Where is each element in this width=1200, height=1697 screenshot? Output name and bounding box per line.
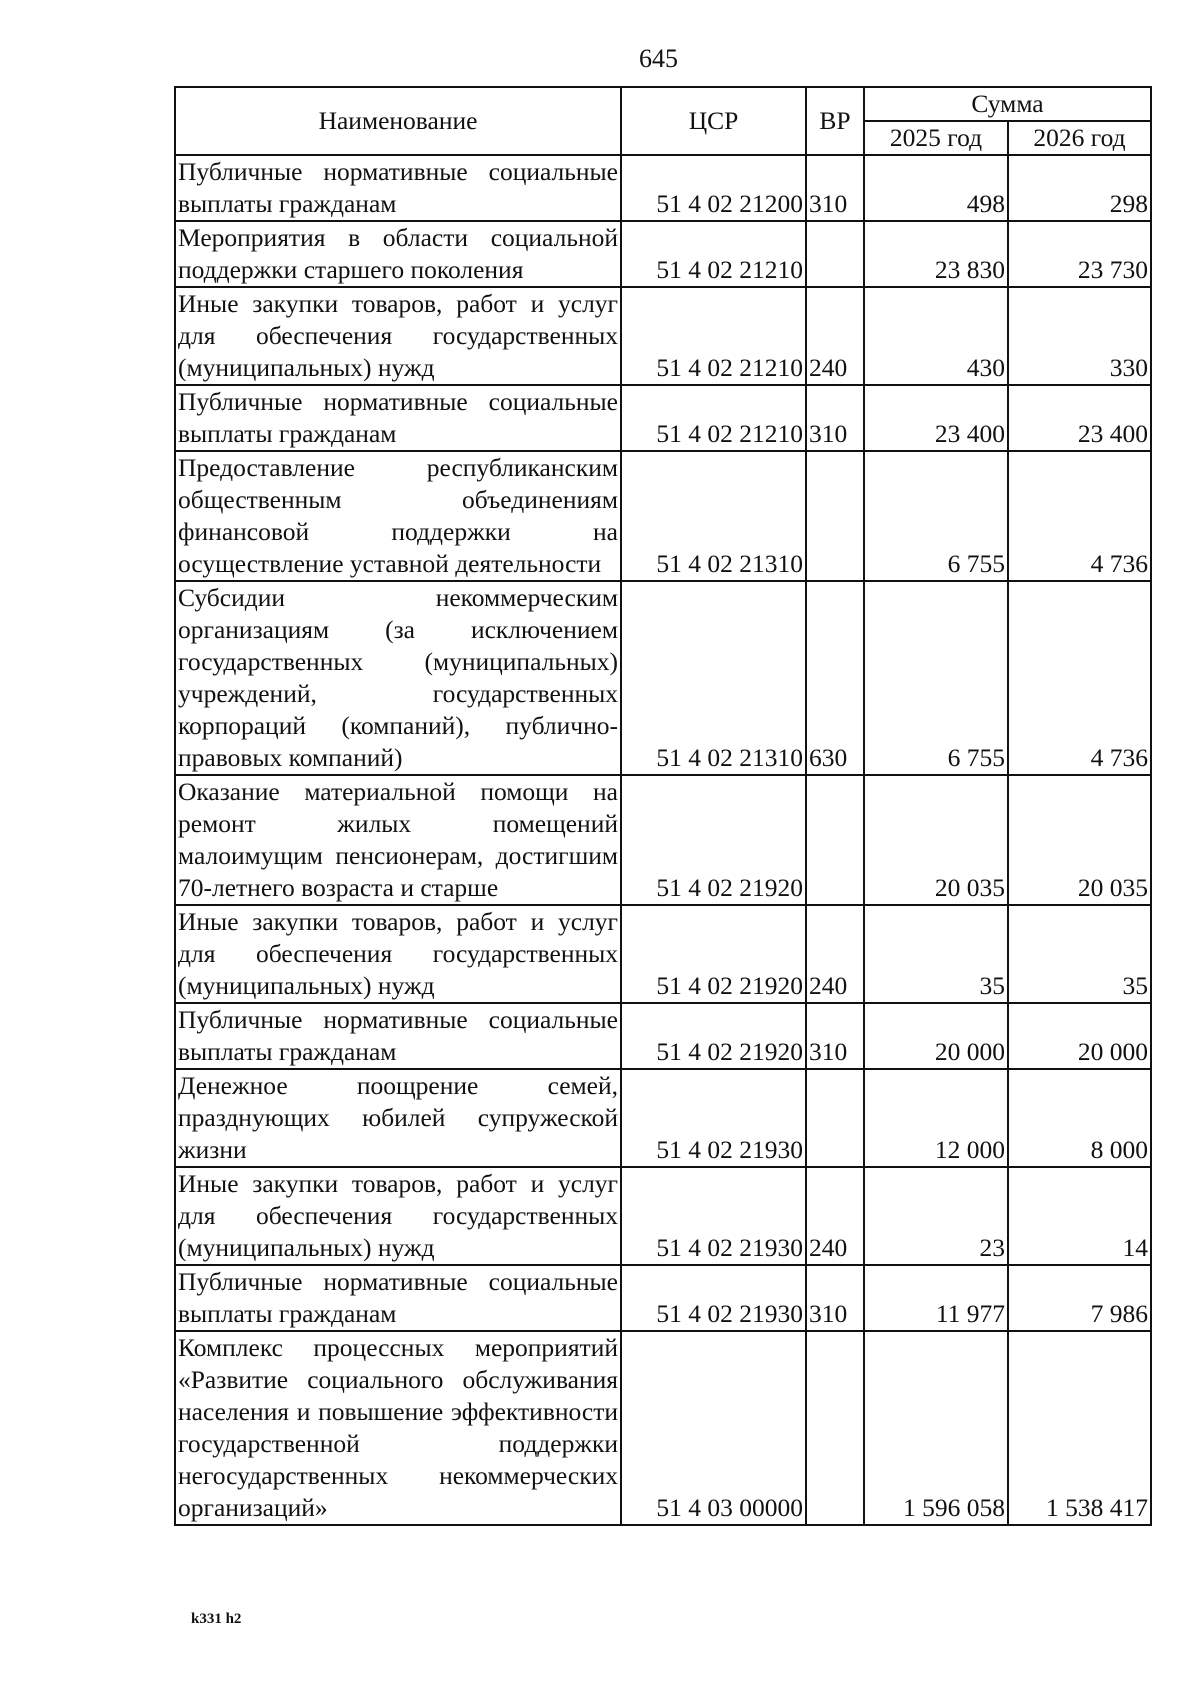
row-vr-cell: 310 <box>806 1265 864 1331</box>
row-amount-2026-cell: 20 035 <box>1008 775 1151 905</box>
table-row <box>175 1069 1151 1167</box>
row-name-cell: Предоставление республиканским общественным объединениям финансовой поддержки на осуществление уставной деятельности <box>175 451 621 581</box>
row-amount-2025-cell: 6 755 <box>864 451 1008 581</box>
row-amount-2026-cell: 8 000 <box>1008 1069 1151 1167</box>
row-name-cell: Комплекс процессных мероприятий «Развитие социального обслуживания населения и повышение эффективности государственной поддержки негосударственных некоммерческих организаций» <box>175 1331 621 1525</box>
row-vr-cell: 630 <box>806 581 864 775</box>
header-sum: Сумма <box>864 87 1151 121</box>
page-number: 645 <box>639 44 678 73</box>
row-vr-cell <box>806 1331 864 1525</box>
row-vr-cell: 310 <box>806 1003 864 1069</box>
table-row <box>175 581 1151 775</box>
row-amount-2025-cell: 12 000 <box>864 1069 1008 1167</box>
row-vr-cell <box>806 1069 864 1167</box>
row-amount-2025-cell: 23 400 <box>864 385 1008 451</box>
row-name-cell: Денежное поощрение семей, празднующих юбилей супружеской жизни <box>175 1069 621 1167</box>
row-name-cell: Оказание материальной помощи на ремонт жилых помещений малоимущим пенсионерам, достигшим 70-летнего возраста и старше <box>175 775 621 905</box>
row-vr-cell <box>806 221 864 287</box>
row-amount-2025-cell: 35 <box>864 905 1008 1003</box>
row-amount-2025-cell: 6 755 <box>864 581 1008 775</box>
row-amount-2026-cell: 20 000 <box>1008 1003 1151 1069</box>
table-row <box>175 155 1151 221</box>
table-row <box>175 385 1151 451</box>
table-row <box>175 1003 1151 1069</box>
row-name-cell: Иные закупки товаров, работ и услуг для обеспечения государственных (муниципальных) нужд <box>175 905 621 1003</box>
row-vr-cell: 240 <box>806 905 864 1003</box>
table-row <box>175 775 1151 905</box>
row-csr-cell: 51 4 02 21920 <box>621 775 806 905</box>
row-amount-2025-cell: 430 <box>864 287 1008 385</box>
row-csr-cell: 51 4 02 21930 <box>621 1167 806 1265</box>
row-vr-cell: 240 <box>806 1167 864 1265</box>
table-row <box>175 287 1151 385</box>
row-csr-cell: 51 4 02 21930 <box>621 1069 806 1167</box>
row-amount-2026-cell: 330 <box>1008 287 1151 385</box>
row-amount-2025-cell: 498 <box>864 155 1008 221</box>
row-vr-cell: 310 <box>806 385 864 451</box>
row-csr-cell: 51 4 02 21210 <box>621 287 806 385</box>
row-amount-2026-cell: 14 <box>1008 1167 1151 1265</box>
header-name: Наименование <box>175 87 621 155</box>
row-csr-cell: 51 4 02 21920 <box>621 905 806 1003</box>
row-amount-2026-cell: 23 400 <box>1008 385 1151 451</box>
row-vr-cell <box>806 451 864 581</box>
row-vr-cell: 240 <box>806 287 864 385</box>
footer-code: k331 h2 <box>191 1611 242 1627</box>
table-row <box>175 221 1151 287</box>
row-name-cell: Иные закупки товаров, работ и услуг для обеспечения государственных (муниципальных) нужд <box>175 1167 621 1265</box>
row-name-cell: Публичные нормативные социальные выплаты гражданам <box>175 155 621 221</box>
row-amount-2025-cell: 23 <box>864 1167 1008 1265</box>
row-amount-2026-cell: 298 <box>1008 155 1151 221</box>
row-name-cell: Публичные нормативные социальные выплаты гражданам <box>175 385 621 451</box>
row-csr-cell: 51 4 02 21200 <box>621 155 806 221</box>
row-name-cell: Субсидии некоммерческим организациям (за исключением государственных (муниципальных) учреждений, государственных корпораций (компаний), публично-правовых компаний) <box>175 581 621 775</box>
row-vr-cell <box>806 775 864 905</box>
row-csr-cell: 51 4 02 21210 <box>621 385 806 451</box>
row-csr-cell: 51 4 02 21920 <box>621 1003 806 1069</box>
table-row <box>175 1331 1151 1525</box>
row-vr-cell: 310 <box>806 155 864 221</box>
row-amount-2025-cell: 1 596 058 <box>864 1331 1008 1525</box>
row-csr-cell: 51 4 02 21210 <box>621 221 806 287</box>
row-csr-cell: 51 4 03 00000 <box>621 1331 806 1525</box>
row-amount-2026-cell: 1 538 417 <box>1008 1331 1151 1525</box>
row-name-cell: Иные закупки товаров, работ и услуг для обеспечения государственных (муниципальных) нужд <box>175 287 621 385</box>
row-amount-2025-cell: 20 000 <box>864 1003 1008 1069</box>
header-vr: ВР <box>806 87 864 155</box>
table-row <box>175 1167 1151 1265</box>
row-csr-cell: 51 4 02 21930 <box>621 1265 806 1331</box>
row-amount-2026-cell: 4 736 <box>1008 451 1151 581</box>
header-year-2026: 2026 год <box>1008 121 1151 155</box>
row-amount-2026-cell: 35 <box>1008 905 1151 1003</box>
header-year-2025: 2025 год <box>864 121 1008 155</box>
row-amount-2026-cell: 23 730 <box>1008 221 1151 287</box>
row-amount-2025-cell: 23 830 <box>864 221 1008 287</box>
table-row <box>175 1265 1151 1331</box>
row-amount-2026-cell: 7 986 <box>1008 1265 1151 1331</box>
table-row <box>175 451 1151 581</box>
row-amount-2025-cell: 11 977 <box>864 1265 1008 1331</box>
row-amount-2026-cell: 4 736 <box>1008 581 1151 775</box>
row-name-cell: Публичные нормативные социальные выплаты гражданам <box>175 1003 621 1069</box>
budget-table <box>174 86 1152 1526</box>
header-csr: ЦСР <box>621 87 806 155</box>
row-csr-cell: 51 4 02 21310 <box>621 581 806 775</box>
table-row <box>175 905 1151 1003</box>
row-name-cell: Мероприятия в области социальной поддержки старшего поколения <box>175 221 621 287</box>
row-csr-cell: 51 4 02 21310 <box>621 451 806 581</box>
row-amount-2025-cell: 20 035 <box>864 775 1008 905</box>
row-name-cell: Публичные нормативные социальные выплаты гражданам <box>175 1265 621 1331</box>
